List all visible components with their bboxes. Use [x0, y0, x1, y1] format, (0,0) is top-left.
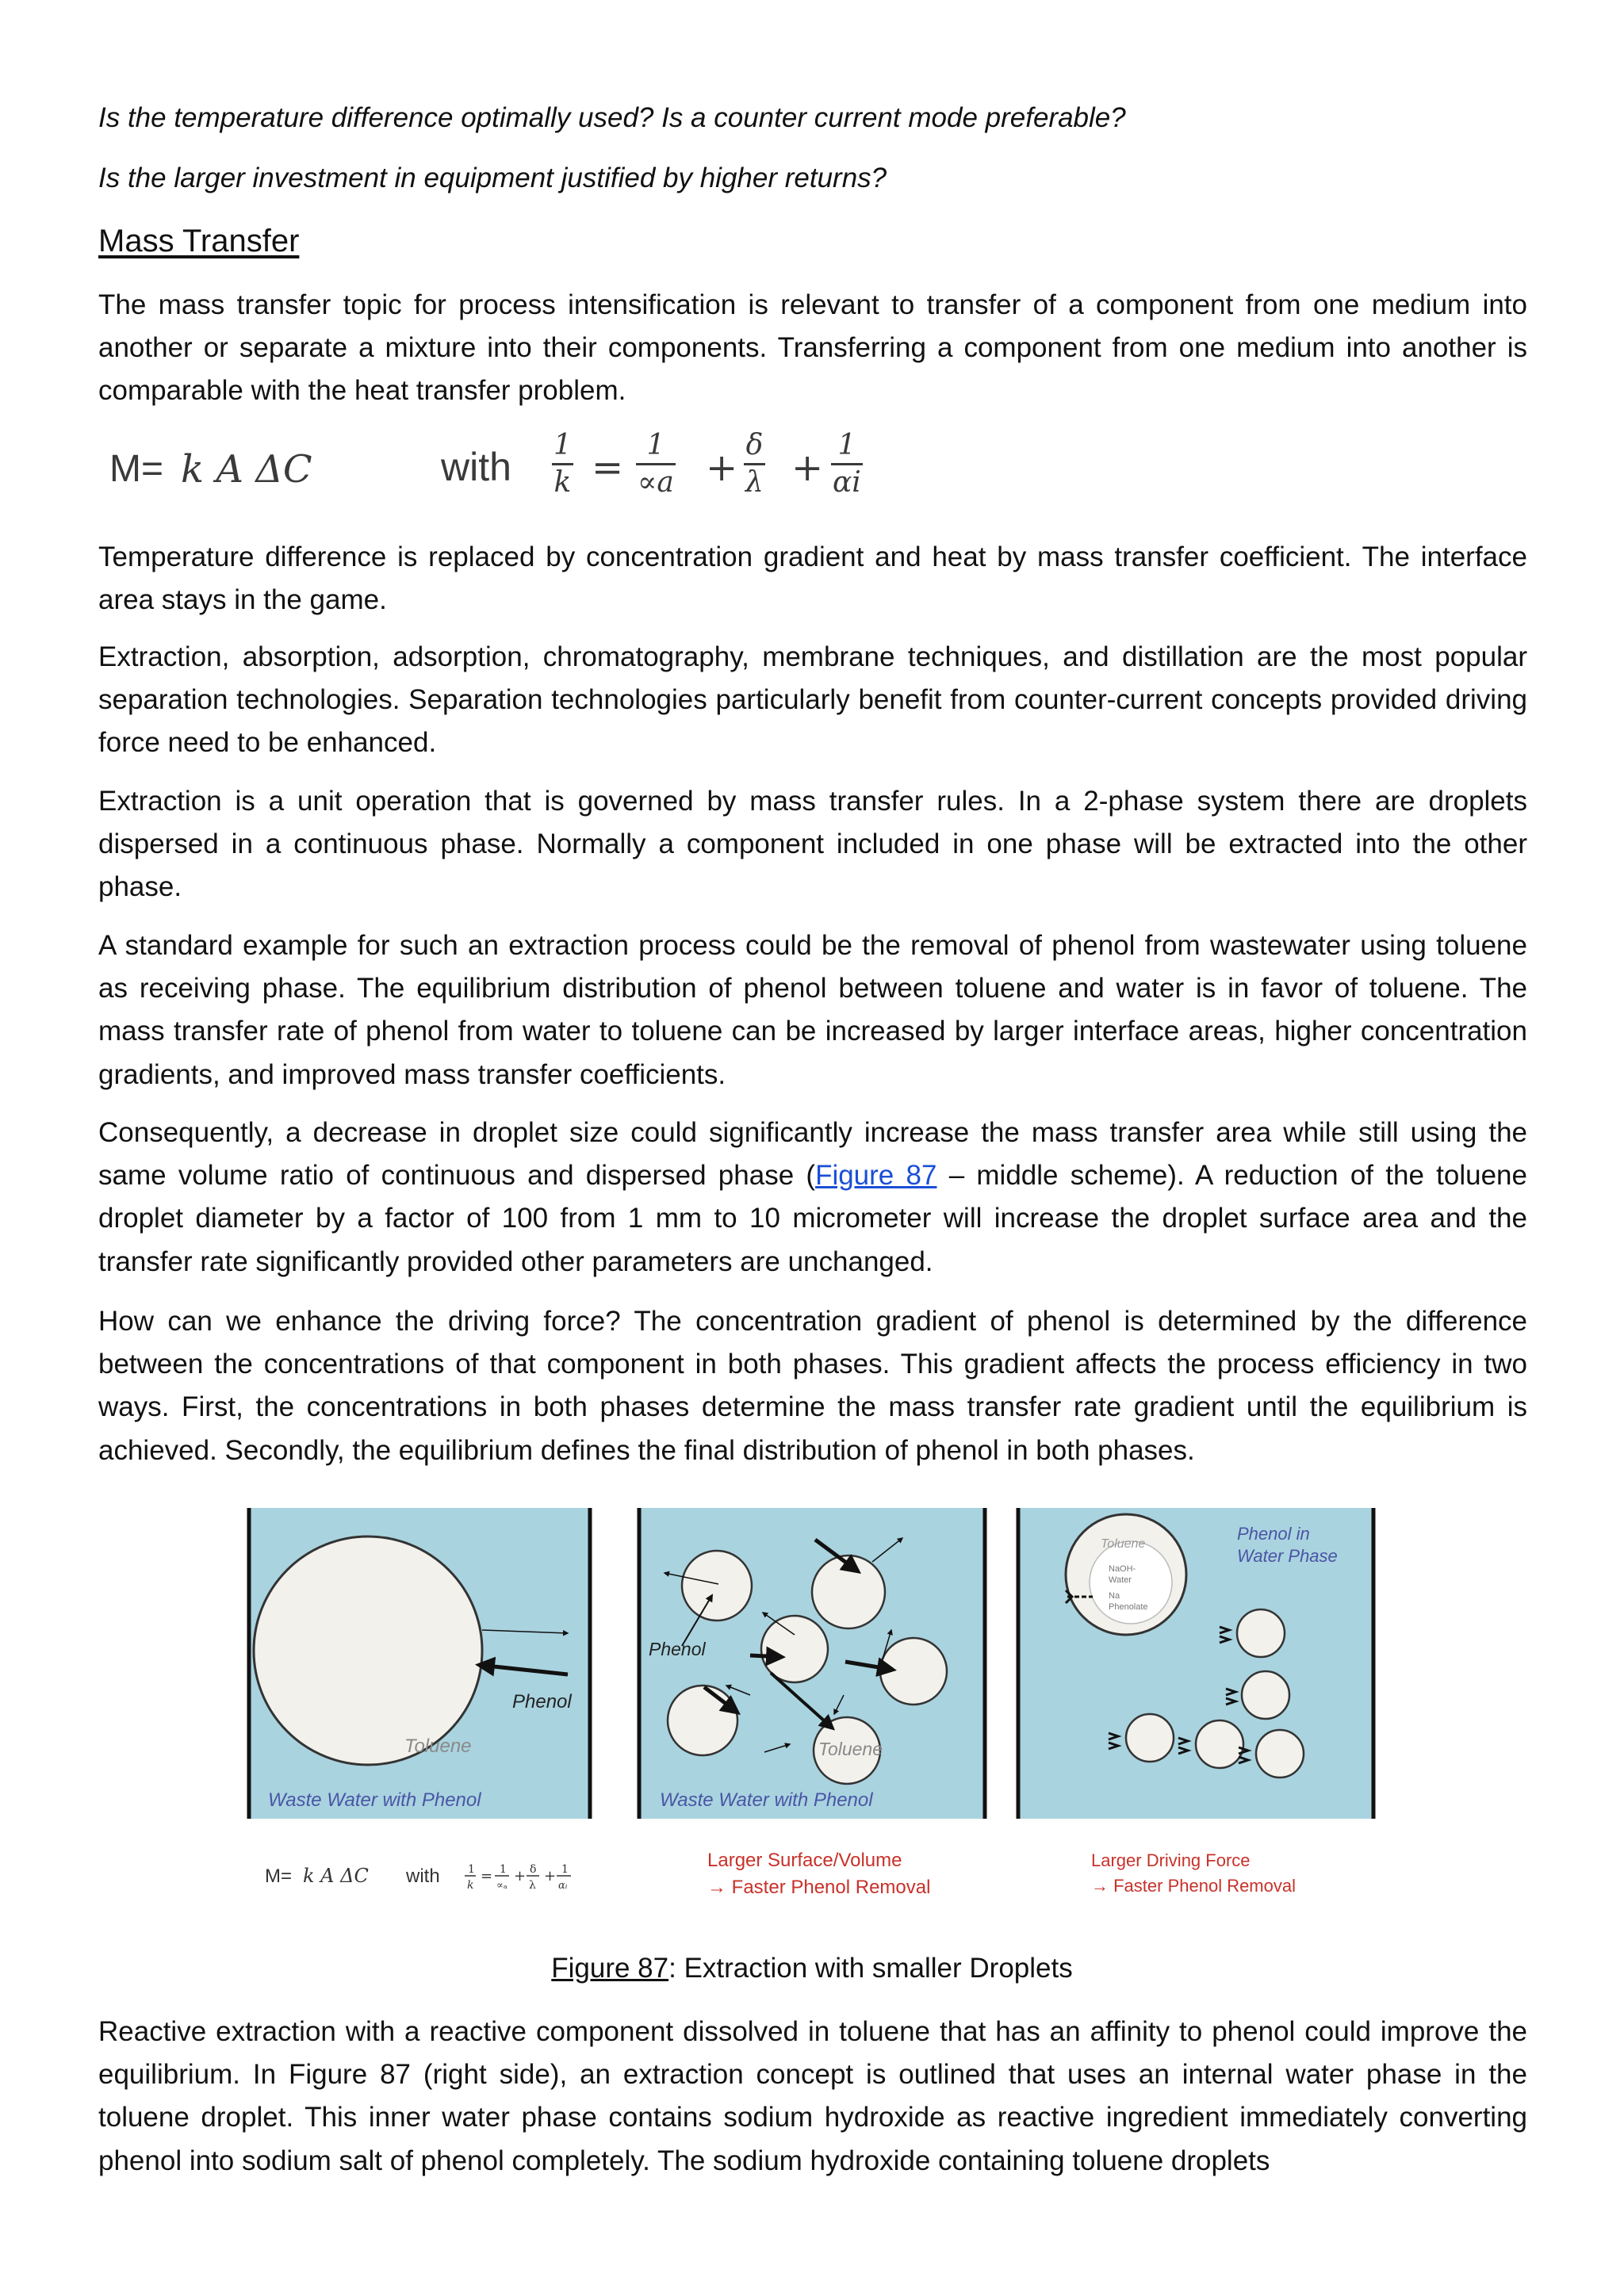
- figure-87-extraction-diagram: [147, 1506, 1377, 1919]
- paragraph-driving-force: How can we enhance the driving force? The concentration gradient of phenol is determined by the difference between the concentrations of that component in both phases. This gradient affects the process efficiency in two ways. First, the concentrations in both phases determine the mass transfer rate gradient until the equilibrium is achieved. Secondly, the equilibrium defines the final distribution of phenol in both phases.: [98, 1306, 1527, 1466]
- svg-text:+: +: [544, 1868, 557, 1885]
- panel1-toluene-label: Toluene: [404, 1735, 472, 1757]
- toluene-droplet: [254, 1536, 482, 1765]
- panel2-toluene-label: Toluene: [818, 1739, 883, 1759]
- panel1-phenol-label: Phenol: [512, 1691, 572, 1712]
- paragraph-extraction: Extraction is a unit operation that is governed by mass transfer rules. In a 2-phase system there are droplets dispersed in a continuous phase. Normally a component included in one phase will be extracted into the other phase.: [98, 786, 1527, 903]
- phenolate-label: Phenolate: [1109, 1602, 1148, 1612]
- panel-large-droplet: [249, 1508, 590, 1819]
- figure-formula-rhs: k A ΔC: [303, 1865, 369, 1887]
- formula-plus-1: +: [706, 446, 738, 490]
- mid-caption-line1: Larger Surface/Volume: [707, 1850, 902, 1871]
- small-droplet: [1256, 1730, 1304, 1777]
- svg-text:1: 1: [500, 1863, 507, 1876]
- na-label: Na: [1109, 1591, 1120, 1601]
- formula-equals: =: [592, 446, 624, 490]
- svg-text:λ: λ: [529, 1879, 536, 1892]
- small-droplet: [1126, 1714, 1174, 1762]
- intro-paragraph: The mass transfer topic for process intensification is relevant to transfer of a component from one medium into another or separate a mixture into their components. Transferring a component from one medium into another is comparable with the heat transfer problem.: [98, 289, 1527, 407]
- naoh-label: NaOH-: [1109, 1564, 1136, 1574]
- small-droplet: [682, 1551, 752, 1621]
- right-caption-line1: Larger Driving Force: [1091, 1850, 1251, 1870]
- phenol-in-label: Phenol in: [1237, 1524, 1310, 1544]
- paragraph-reactive-extraction: Reactive extraction with a reactive component dissolved in toluene that has an affinity to phenol could improve the equilibrium. In Figure 87 (right side), an extraction concept is outlined that uses an internal water phase in the toluene droplet. This inner water phase contains sodium hydroxide as reactive ingredient immediately converting phenol into sodium salt of phenol completely. The sodium hydroxide containing toluene droplets: [98, 2016, 1527, 2176]
- mid-caption-line2: → Faster Phenol Removal: [707, 1877, 931, 1898]
- svg-text:αᵢ: αᵢ: [558, 1880, 568, 1892]
- mass-transfer-formula: [109, 428, 902, 515]
- formula-plus-2: +: [791, 446, 824, 490]
- panel2-water-label: Waste Water with Phenol: [660, 1789, 873, 1811]
- fraction-term-3: $\frac{1}{\alpha i}$: [833, 429, 861, 499]
- svg-text:1: 1: [561, 1863, 569, 1876]
- fraction-term-2: $\frac{\delta}{\lambda}$: [745, 429, 764, 499]
- svg-text:=: =: [481, 1868, 493, 1885]
- panel3-toluene-label: Toluene: [1101, 1537, 1146, 1551]
- small-droplet: [668, 1686, 737, 1755]
- small-droplet: [1242, 1671, 1289, 1719]
- water-phase-label: Water Phase: [1237, 1546, 1338, 1566]
- formula-with: with: [441, 445, 511, 489]
- fraction-1-over-k: $\frac{1}{k}$: [553, 429, 572, 499]
- svg-text:∝ₐ: ∝ₐ: [496, 1880, 508, 1892]
- water-small-label: Water: [1109, 1575, 1132, 1585]
- svg-text:1: 1: [468, 1863, 475, 1876]
- question-1: Is the temperature difference optimally used? Is a counter current mode preferable?: [98, 102, 1126, 133]
- right-caption-line2: → Faster Phenol Removal: [1091, 1876, 1296, 1896]
- paragraph-separation: Extraction, absorption, adsorption, chromatography, membrane techniques, and distillation are the most popular separation technologies. Separation technologies particularly benefit from counter-current concepts provided driving force need to be enhanced.: [98, 641, 1527, 759]
- svg-text:δ: δ: [530, 1863, 537, 1876]
- fraction-term-1: $\frac{1}{\propto a}$: [638, 429, 674, 499]
- panel1-water-label: Waste Water with Phenol: [268, 1789, 481, 1811]
- formula-lhs: M=: [109, 448, 164, 490]
- caption-text: : Extraction with smaller Droplets: [668, 1953, 1073, 1984]
- panel-reactive-droplets: [1018, 1508, 1373, 1819]
- small-droplet: [880, 1638, 947, 1705]
- paragraph-temperature: Temperature difference is replaced by concentration gradient and heat by mass transfer coefficient. The interface area stays in the game.: [98, 541, 1527, 616]
- figure-formula-with: with: [406, 1866, 440, 1887]
- small-droplet: [1237, 1609, 1285, 1657]
- svg-text:k: k: [467, 1879, 474, 1892]
- small-droplet: [1196, 1720, 1243, 1768]
- panel-small-droplets: [639, 1508, 985, 1819]
- section-title: Mass Transfer: [98, 224, 300, 258]
- figure-formula-lhs: M=: [265, 1866, 293, 1887]
- formula-rhs: k A ΔC: [181, 447, 312, 492]
- question-2: Is the larger investment in equipment justified by higher returns?: [98, 163, 887, 193]
- figure-formula-fractions: [465, 1863, 571, 1892]
- caption-figure-ref: Figure 87: [551, 1953, 669, 1984]
- svg-text:+: +: [514, 1868, 527, 1885]
- paragraph-consequently: Consequently, a decrease in droplet size could significantly increase the mass transfer area while still using the same volume ratio of continuous and dispersed phase (Figure 87 – middle scheme). A reduction of the toluene droplet diameter by a factor of 100 from 1 mm to 10 micrometer will increase the droplet surface area and the transfer rate significantly provided other parameters are unchanged.: [98, 1117, 1527, 1277]
- figure-caption: [0, 1952, 1624, 1985]
- paragraph-phenol-example: A standard example for such an extraction process could be the removal of phenol from wastewater using toluene as receiving phase. The equilibrium distribution of phenol between toluene and water is in favor of toluene. The mass transfer rate of phenol from water to toluene can be increased by larger interface areas, higher concentration gradients, and improved mass transfer coefficients.: [98, 930, 1527, 1090]
- panel2-phenol-label: Phenol: [649, 1639, 706, 1659]
- figure-87-link[interactable]: Figure 87: [815, 1160, 937, 1192]
